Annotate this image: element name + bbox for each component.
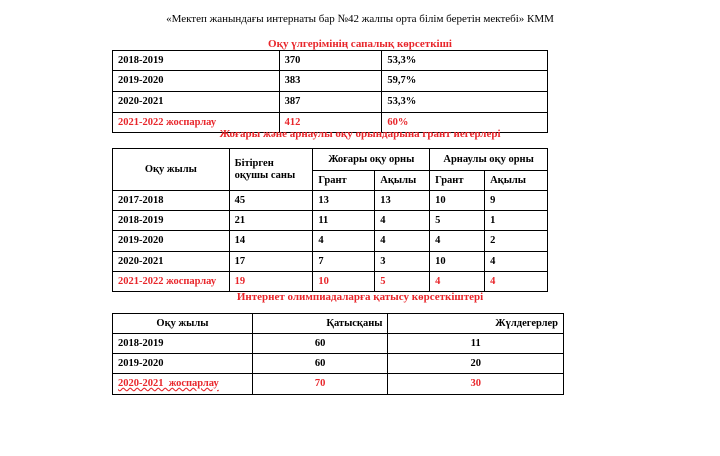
higher-grant-cell: 10 [313,272,375,292]
document-title: «Мектеп жанындағы интернаты бар №42 жалпы орта білім беретін мектебі» КММ [166,13,554,25]
table-row-planned [113,374,564,395]
special-paid-cell: 9 [485,191,548,211]
special-grant-cell: 4 [430,231,485,252]
pct-cell: 60% [382,113,548,133]
table-row [113,231,548,252]
higher-paid-cell: 3 [375,252,430,272]
higher-paid-cell: 13 [375,191,430,211]
special-paid-cell: 4 [485,272,548,292]
year-cell: 2018-2019 [113,334,253,354]
winners-cell: 30 [388,374,564,395]
year-cell: 2018-2019 [113,51,280,71]
higher-paid-cell: 4 [375,211,430,231]
header-higher: Жоғары оқу орны [313,149,430,171]
table-row [113,51,548,71]
table-header-row [113,149,548,171]
table-header-row [113,314,564,334]
header-year: Оқу жылы [113,149,230,191]
higher-grant-cell: 7 [313,252,375,272]
header-participants: Қатысқаны [252,314,388,334]
pct-cell: 53,3% [382,92,548,113]
special-grant-cell: 5 [430,211,485,231]
header-special-grant: Грант [430,171,485,191]
table-row [113,334,564,354]
pct-cell: 53,3% [382,51,548,71]
special-paid-cell: 1 [485,211,548,231]
olympiad-table [112,313,564,395]
special-paid-cell: 2 [485,231,548,252]
grads-cell: 21 [229,211,313,231]
quality-table [112,50,548,133]
header-special-paid: Ақылы [485,171,548,191]
participants-cell: 70 [252,374,388,395]
table-row [113,92,548,113]
winners-cell: 11 [388,334,564,354]
count-cell: 387 [279,92,382,113]
year-cell: 2019-2020 [113,231,230,252]
year-cell: 2020-2021 жоспарлау [113,374,253,395]
table-row [113,354,564,374]
special-paid-cell: 4 [485,252,548,272]
header-higher-grant: Грант [313,171,375,191]
grants-heading: Жоғары және арнаулы оқу орындарына грант иегерлері [219,128,501,140]
year-cell: 2019-2020 [113,354,253,374]
count-cell: 370 [279,51,382,71]
higher-paid-cell: 5 [375,272,430,292]
special-grant-cell: 10 [430,252,485,272]
year-cell: 2021-2022 жоспарлау [113,113,280,133]
year-cell: 2017-2018 [113,191,230,211]
higher-grant-cell: 13 [313,191,375,211]
table-row [113,71,548,92]
year-cell: 2020-2021 [113,252,230,272]
special-grant-cell: 4 [430,272,485,292]
year-cell: 2021-2022 жоспарлау [113,272,230,292]
header-year: Оқу жылы [113,314,253,334]
olympiad-heading: Интернет олимпиадаларға қатысу көрсеткіштері [236,291,484,303]
participants-cell: 60 [252,354,388,374]
grads-cell: 19 [229,272,313,292]
header-special: Арнаулы оқу орны [430,149,548,171]
count-cell: 412 [279,113,382,133]
header-winners: Жүлдегерлер [388,314,564,334]
grads-cell: 45 [229,191,313,211]
grants-table [112,148,548,292]
table-row [113,191,548,211]
pct-cell: 59,7% [382,71,548,92]
header-graduates: Бітірген оқушы саны [229,149,313,191]
participants-cell: 60 [252,334,388,354]
table-row [113,211,548,231]
higher-grant-cell: 4 [313,231,375,252]
higher-grant-cell: 11 [313,211,375,231]
header-higher-paid: Ақылы [375,171,430,191]
table-row-planned [113,272,548,292]
table-row [113,252,548,272]
quality-heading: Оқу үлгерімінің сапалық көрсеткіші [268,38,452,50]
count-cell: 383 [279,71,382,92]
grads-cell: 17 [229,252,313,272]
grads-cell: 14 [229,231,313,252]
higher-paid-cell: 4 [375,231,430,252]
year-cell: 2019-2020 [113,71,280,92]
year-cell: 2018-2019 [113,211,230,231]
year-cell: 2020-2021 [113,92,280,113]
special-grant-cell: 10 [430,191,485,211]
winners-cell: 20 [388,354,564,374]
